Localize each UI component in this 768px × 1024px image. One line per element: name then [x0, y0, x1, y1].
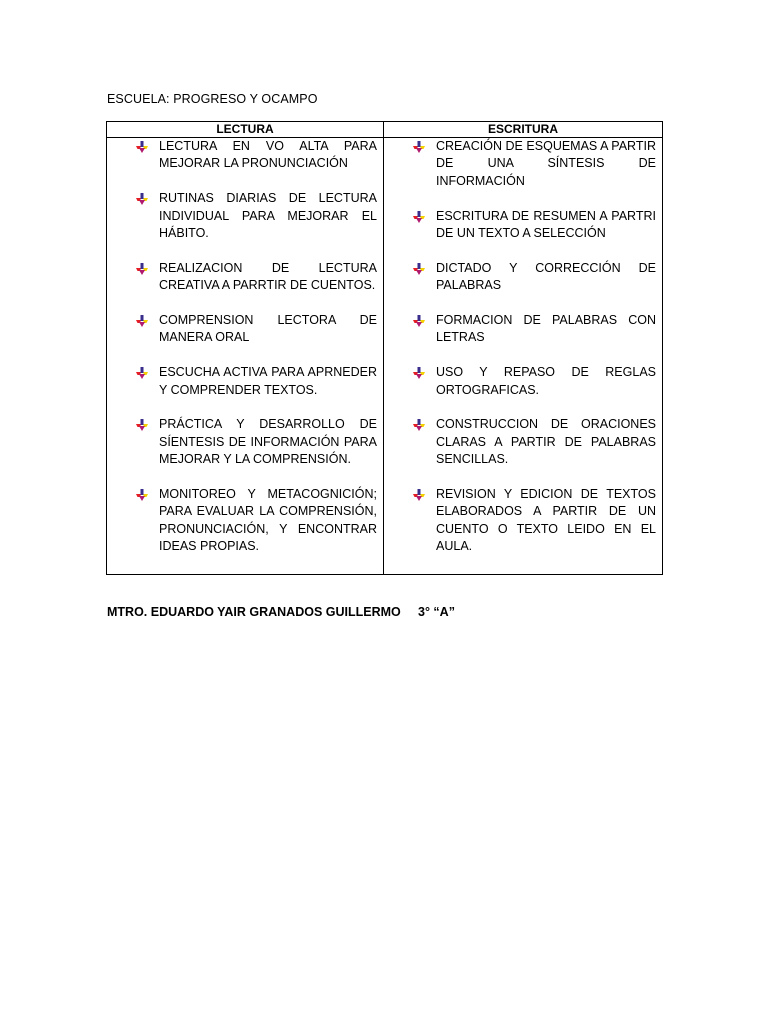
list-item: REVISION Y EDICION DE TEXTOS ELABORADOS A PARTIR DE UN CUENTO O TEXTO LEIDO EN EL AULA.: [384, 486, 656, 556]
arrow-bullet-icon: [413, 263, 425, 275]
lectura-cell: [107, 138, 384, 575]
list-item: ESCUCHA ACTIVA PARA APRNEDER Y COMPRENDER TEXTOS.: [107, 364, 377, 399]
list-item: CONSTRUCCION DE ORACIONES CLARAS A PARTIR DE PALABRAS SENCILLAS.: [384, 416, 656, 468]
arrow-bullet-icon: [136, 367, 148, 379]
list-item: DICTADO Y CORRECCIÓN DE PALABRAS: [384, 260, 656, 295]
list-item: MONITOREO Y METACOGNICIÓN; PARA EVALUAR LA COMPRENSIÓN, PRONUNCIACIÓN, Y ENCONTRAR IDEAS PROPIAS.: [107, 486, 377, 556]
escritura-cell: [384, 138, 663, 575]
arrow-bullet-icon: [413, 315, 425, 327]
grade-label: 3° “A”: [418, 605, 455, 619]
school-label: ESCUELA: PROGRESO Y OCAMPO: [107, 92, 318, 106]
list-item: RUTINAS DIARIAS DE LECTURA INDIVIDUAL PARA MEJORAR EL HÁBITO.: [107, 190, 377, 242]
arrow-bullet-icon: [413, 419, 425, 431]
arrow-bullet-icon: [413, 367, 425, 379]
header-escritura: ESCRITURA: [384, 122, 663, 138]
table-body-row: [107, 138, 663, 575]
activities-table: [106, 121, 663, 575]
arrow-bullet-icon: [136, 193, 148, 205]
arrow-bullet-icon: [413, 141, 425, 153]
list-item: CREACIÓN DE ESQUEMAS A PARTIR DE UNA SÍNTESIS DE INFORMACIÓN: [384, 138, 656, 190]
list-item: ESCRITURA DE RESUMEN A PARTRI DE UN TEXTO A SELECCIÓN: [384, 208, 656, 243]
arrow-bullet-icon: [136, 489, 148, 501]
arrow-bullet-icon: [136, 315, 148, 327]
arrow-bullet-icon: [413, 211, 425, 223]
arrow-bullet-icon: [136, 419, 148, 431]
list-item: COMPRENSION LECTORA DE MANERA ORAL: [107, 312, 377, 347]
teacher-name: MTRO. EDUARDO YAIR GRANADOS GUILLERMO: [107, 605, 401, 619]
list-item: PRÁCTICA Y DESARROLLO DE SÍENTESIS DE INFORMACIÓN PARA MEJORAR Y LA COMPRENSIÓN.: [107, 416, 377, 468]
list-item: LECTURA EN VO ALTA PARA MEJORAR LA PRONUNCIACIÓN: [107, 138, 377, 173]
arrow-bullet-icon: [136, 141, 148, 153]
list-item: USO Y REPASO DE REGLAS ORTOGRAFICAS.: [384, 364, 656, 399]
list-item: FORMACION DE PALABRAS CON LETRAS: [384, 312, 656, 347]
arrow-bullet-icon: [136, 263, 148, 275]
table-header-row: [107, 122, 663, 138]
lectura-list: [107, 138, 383, 556]
list-item: REALIZACION DE LECTURA CREATIVA A PARRTIR DE CUENTOS.: [107, 260, 377, 295]
arrow-bullet-icon: [413, 489, 425, 501]
escritura-list: [384, 138, 662, 556]
header-lectura: LECTURA: [107, 122, 384, 138]
